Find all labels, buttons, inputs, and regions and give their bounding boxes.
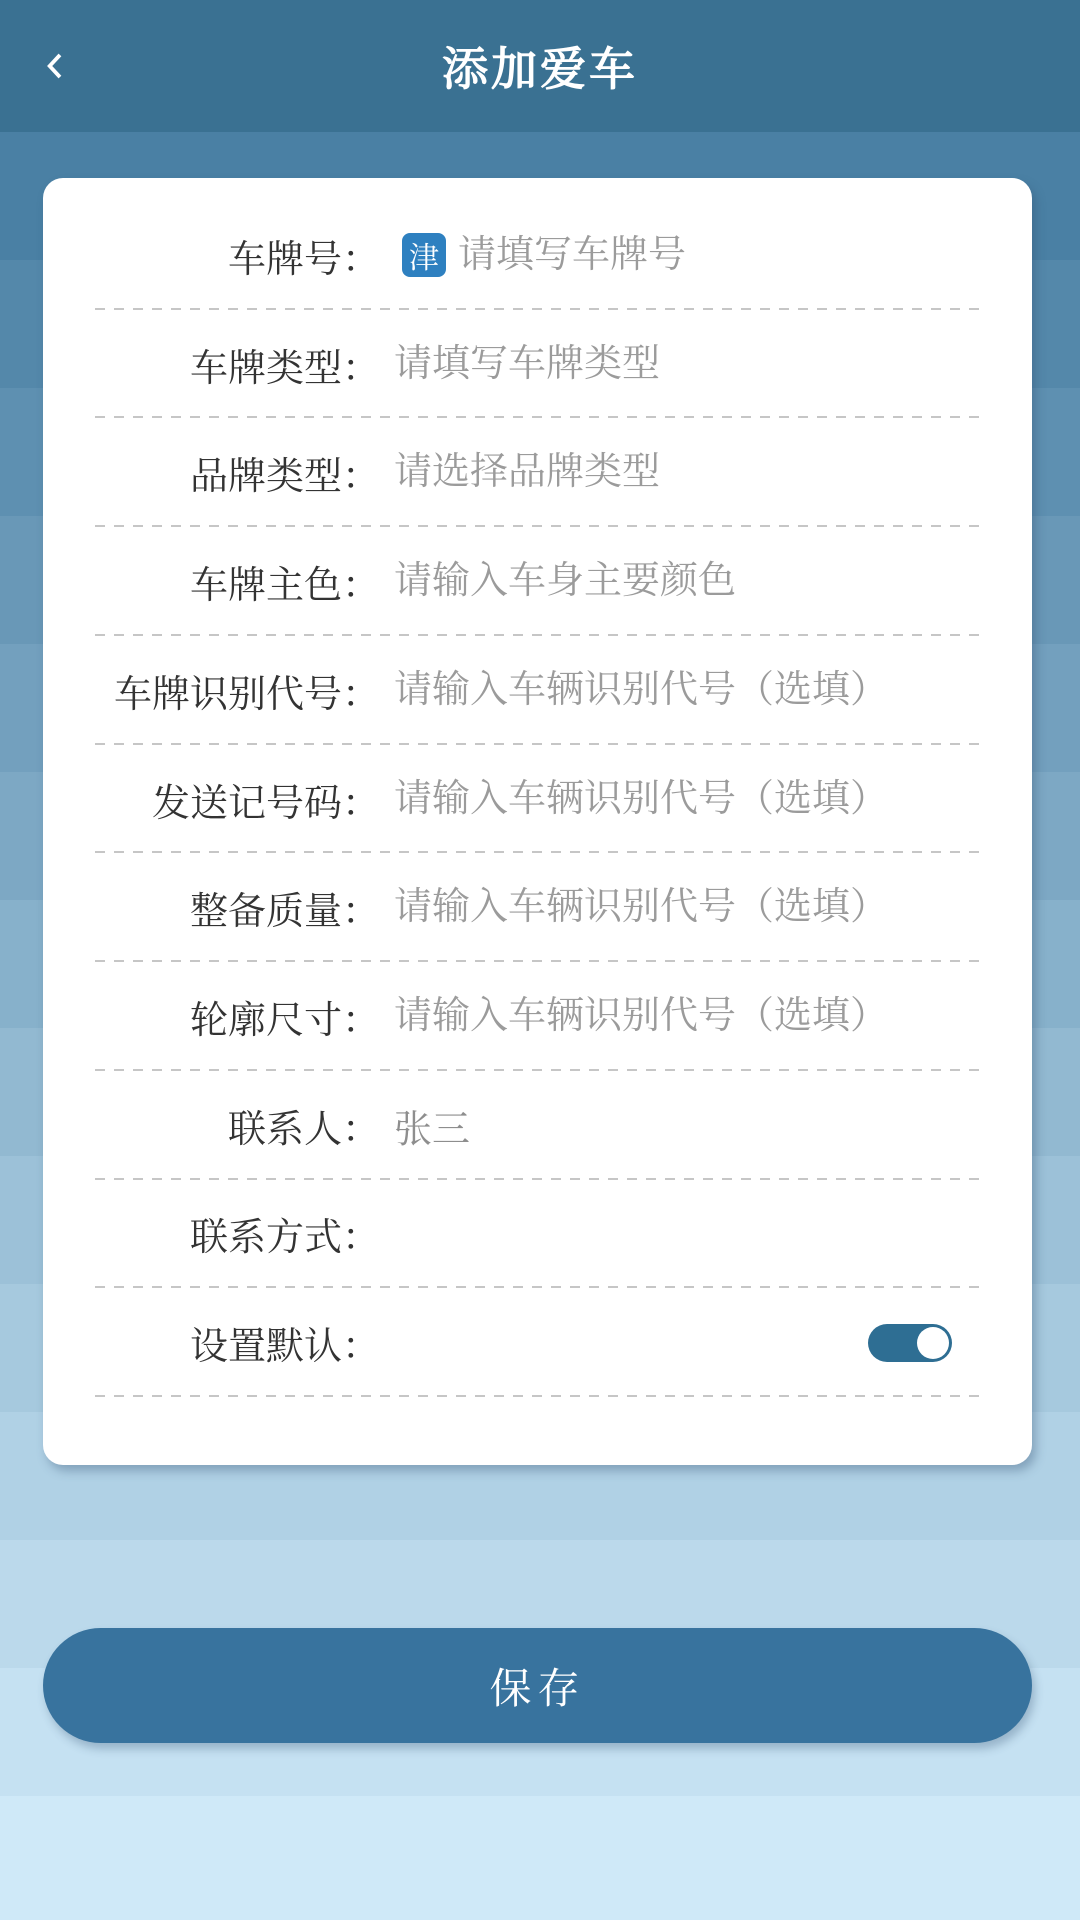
row-plate-type bbox=[95, 310, 980, 419]
contact-name-label: 联系人： bbox=[227, 1108, 380, 1151]
back-button[interactable] bbox=[26, 36, 86, 96]
vin-code-input[interactable] bbox=[394, 669, 980, 712]
contact-phone-label: 联系方式： bbox=[189, 1217, 380, 1260]
plate-number-label: 车牌号： bbox=[227, 238, 380, 281]
outline-size-input[interactable] bbox=[394, 995, 980, 1038]
default-toggle[interactable] bbox=[868, 1324, 952, 1362]
page-background bbox=[0, 132, 1080, 1920]
row-vin-code bbox=[95, 636, 980, 745]
curb-weight-input[interactable] bbox=[394, 886, 980, 929]
set-default-label: 设置默认： bbox=[189, 1326, 380, 1369]
plate-type-label: 车牌类型： bbox=[189, 347, 380, 390]
province-badge[interactable]: 津 bbox=[402, 233, 446, 277]
plate-number-input[interactable] bbox=[458, 234, 980, 277]
vin-code-label: 车牌识别代号： bbox=[113, 673, 380, 716]
form-card bbox=[43, 178, 1032, 1465]
row-contact-phone bbox=[95, 1180, 980, 1289]
row-outline-size bbox=[95, 962, 980, 1071]
row-send-mark-number bbox=[95, 745, 980, 854]
row-brand-type bbox=[95, 418, 980, 527]
contact-phone-input[interactable] bbox=[394, 1212, 980, 1255]
send-mark-number-input[interactable] bbox=[394, 778, 980, 821]
contact-name-input[interactable] bbox=[394, 1104, 980, 1147]
chevron-left-icon bbox=[37, 47, 75, 85]
brand-type-label: 品牌类型： bbox=[189, 456, 380, 499]
row-curb-weight bbox=[95, 853, 980, 962]
brand-type-select[interactable] bbox=[394, 451, 980, 494]
row-main-color bbox=[95, 527, 980, 636]
page-title: 添加爱车 bbox=[442, 43, 638, 95]
save-button[interactable]: 保存 bbox=[43, 1628, 1032, 1743]
send-mark-number-label: 发送记号码： bbox=[151, 782, 380, 825]
toggle-knob bbox=[917, 1327, 949, 1359]
row-contact-name bbox=[95, 1071, 980, 1180]
curb-weight-label: 整备质量： bbox=[189, 891, 380, 934]
outline-size-label: 轮廓尺寸： bbox=[189, 1000, 380, 1042]
row-set-default bbox=[95, 1288, 980, 1397]
main-color-input[interactable] bbox=[394, 560, 980, 603]
row-plate-number bbox=[95, 201, 980, 310]
main-color-label: 车牌主色： bbox=[189, 565, 380, 608]
navbar bbox=[0, 0, 1080, 132]
plate-type-input[interactable] bbox=[394, 343, 980, 386]
